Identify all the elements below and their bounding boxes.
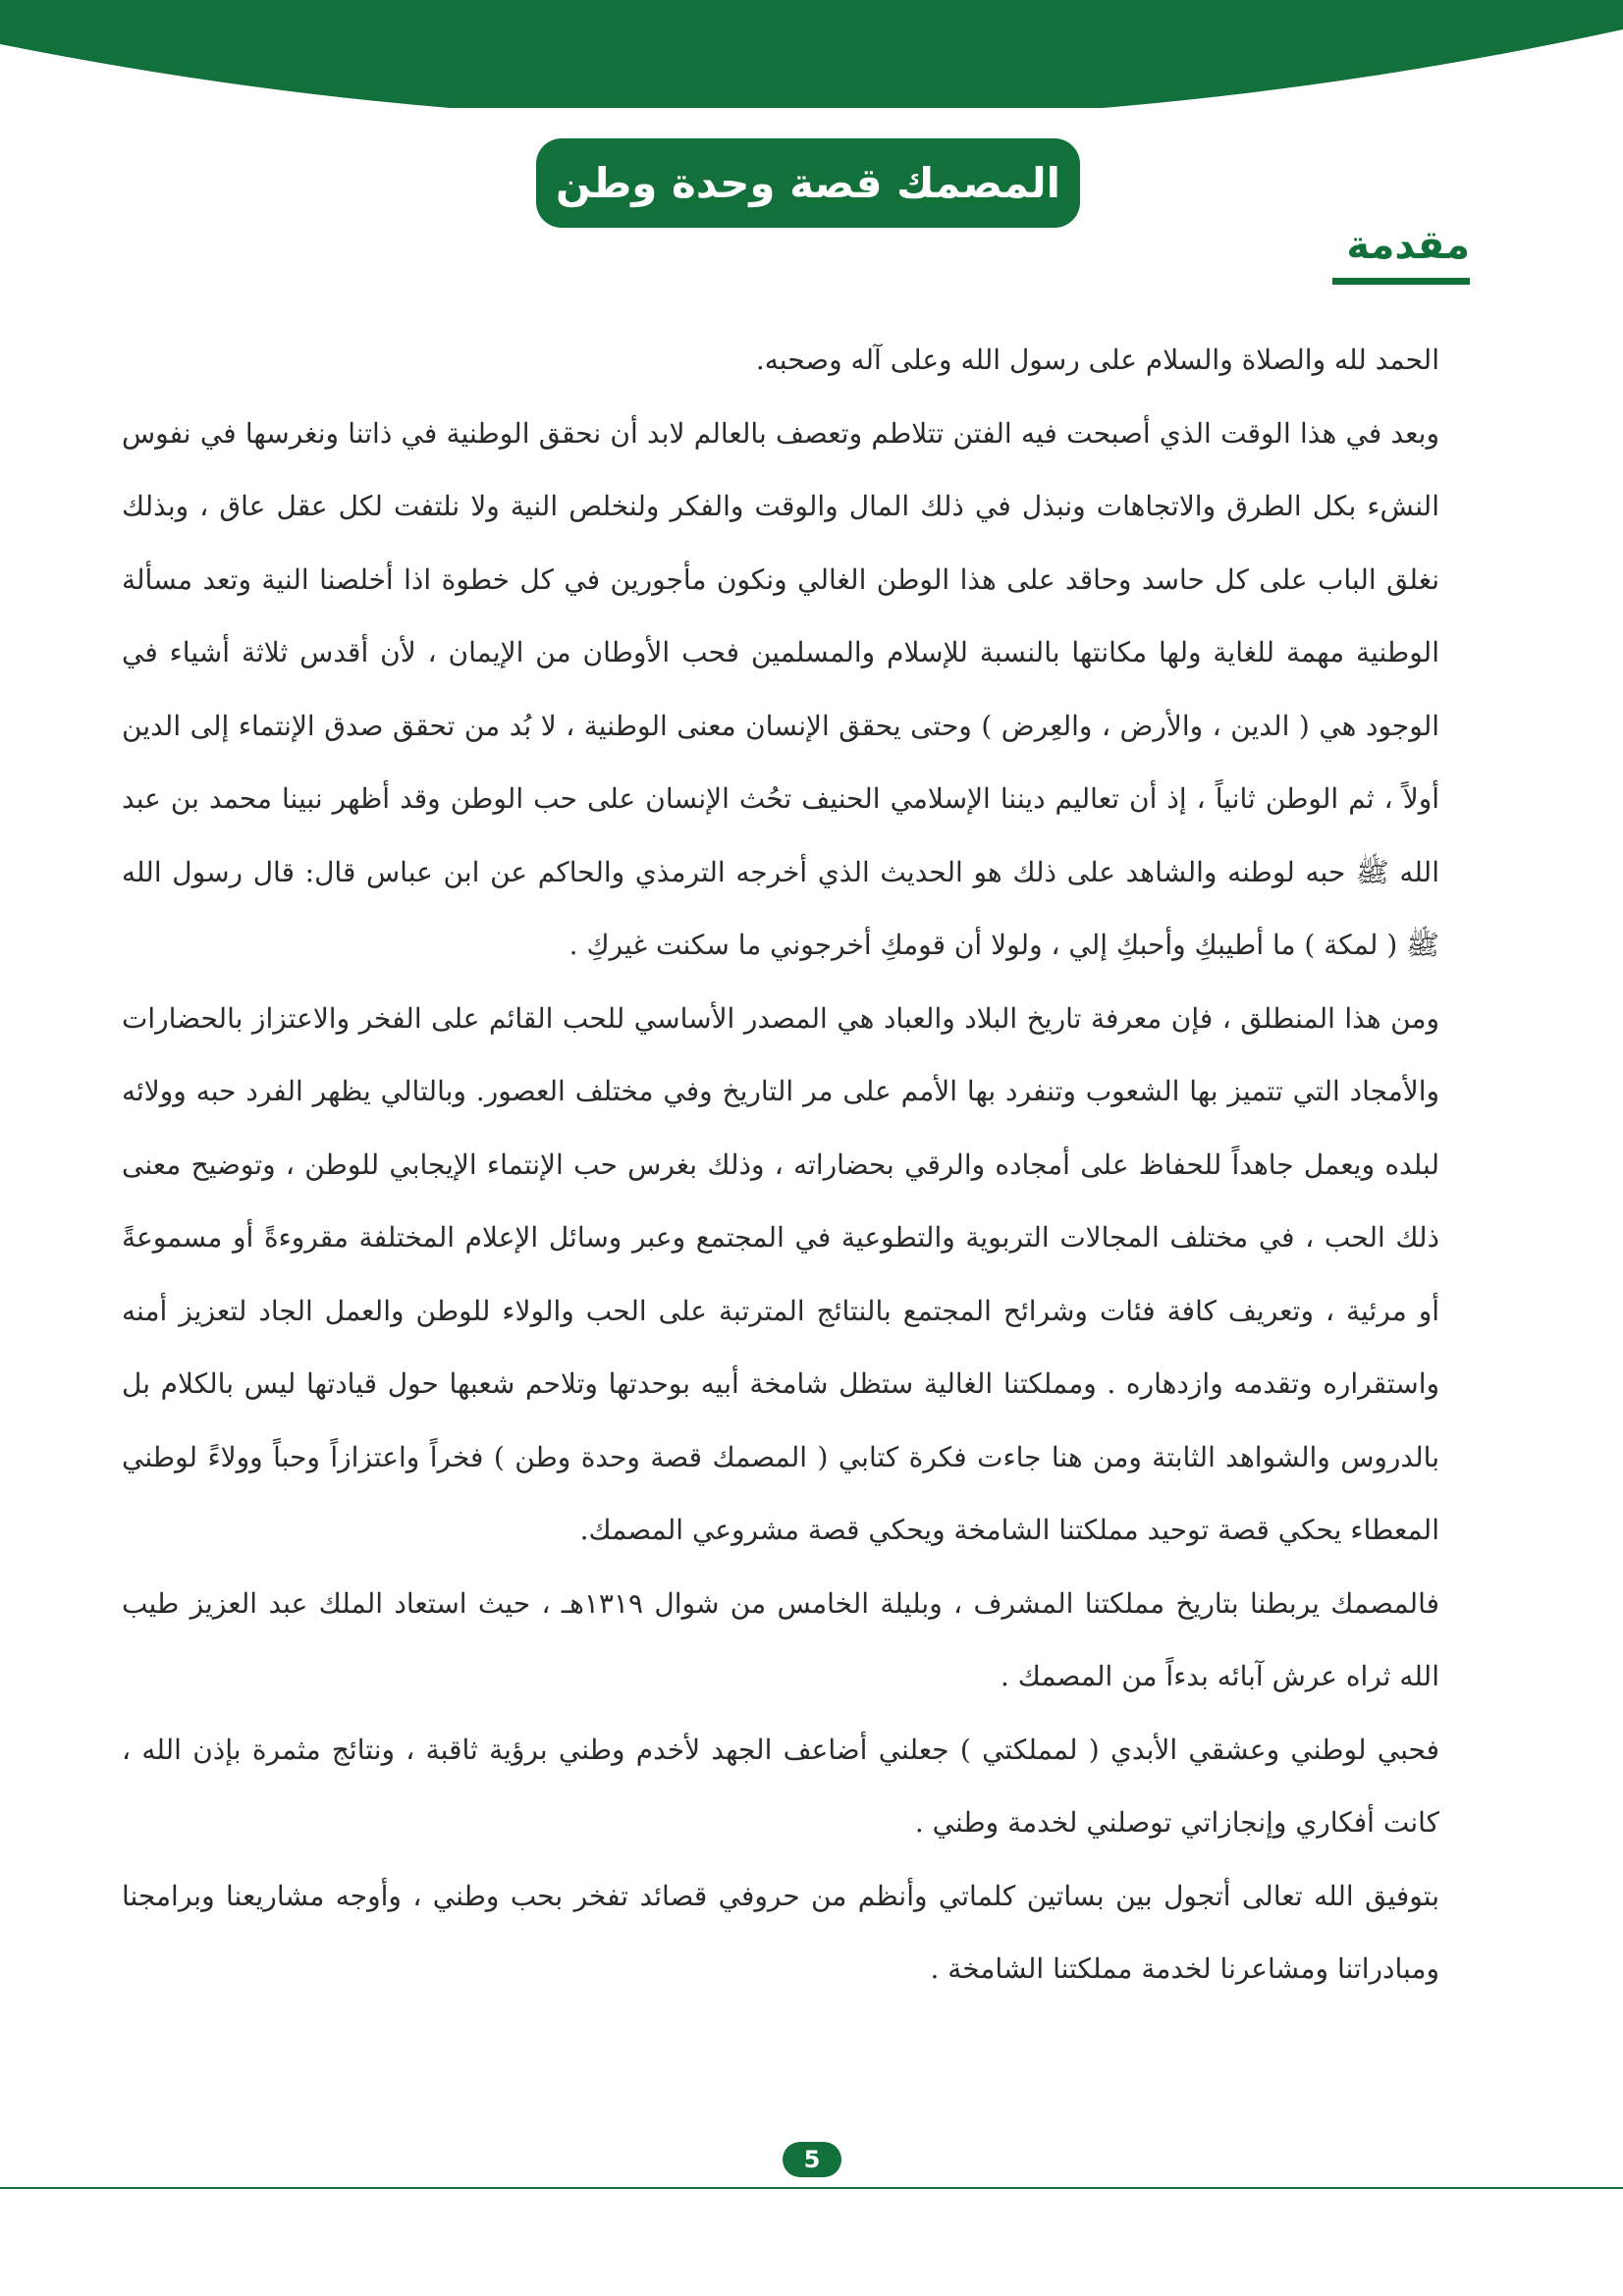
footer-divider — [0, 2187, 1623, 2189]
paragraph: ومن هذا المنطلق ، فإن معرفة تاريخ البلاد والعباد هي المصدر الأساسي للحب القائم على الفخر والاعتزاز بالحضارات والأمجاد التي تتميز بها الشعوب وتنفرد بها الأمم على مر التاريخ وفي مختلف العصور. وبالتالي يظهر الفرد حبه وولائه لبلده ويعمل جاهداً للحفاظ على أمجاده والرقي بحضاراته ، وذلك بغرس حب الإنتماء الإيجابي للوطن ، وتوضيح معنى ذلك الحب ، في مختلف المجالات التربوية والتطوعية في المجتمع وعبر وسائل الإعلام المختلفة مقروءةً أو مسموعةً أو مرئية ، وتعريف كافة فئات وشرائح المجتمع بالنتائج المترتبة على الحب والولاء للوطن والعمل الجاد لتعزيز أمنه واستقراره وتقدمه وازدهاره . ومملكتنا الغالية ستظل شامخة أبيه بوحدتها وتلاحم شعبها حول قيادتها ليس بالكلام بل بالدروس والشواهد الثابتة ومن هنا جاءت فكرة كتابي ( المصمك قصة وحدة وطن ) فخراً واعتزازاً وحباً وولاءً لوطني المعطاء يحكي قصة توحيد مملكتنا الشامخة ويحكي قصة مشروعي المصمك. — [122, 1001, 1439, 1546]
body-text — [122, 324, 1439, 2006]
section-heading: مقدمة — [1346, 223, 1470, 268]
paragraph: الحمد لله والصلاة والسلام على رسول الله وعلى آله وصحبه. — [755, 344, 1439, 376]
section-heading-underline — [1332, 278, 1470, 285]
paragraph: فحبي لوطني وعشقي الأبدي ( لمملكتي ) جعلني أضاعف الجهد لأخدم وطني برؤية ثاقبة ، ونتائج مثمرة بإذن الله ، كانت أفكاري وإنجازاتي توصلني لخدمة وطني . — [122, 1733, 1439, 1839]
header-arc — [0, 0, 1623, 108]
document-title — [536, 138, 1080, 228]
document-title-text: المصمك قصة وحدة وطن — [555, 159, 1061, 207]
paragraph: فالمصمك يربطنا بتاريخ مملكتنا المشرف ، وبليلة الخامس من شوال ١٣١٩هـ ، حيث استعاد الملك عبد العزيز طيب الله ثراه عرش آبائه بدءاً من المصمك . — [122, 1586, 1440, 1692]
paragraph: بتوفيق الله تعالى أتجول بين بساتين كلماتي وأنظم من حروفي قصائد تفخر بحب وطني ، وأوجه مشاريعنا وبرامجنا ومبادراتنا ومشاعرنا لخدمة مملكتنا الشامخة . — [122, 1879, 1439, 1985]
page-number: 5 — [783, 2142, 841, 2177]
paragraph: وبعد في هذا الوقت الذي أصبحت فيه الفتن تتلاطم وتعصف بالعالم لابد أن نحقق الوطنية في ذاتنا ونغرسها في نفوس النشء بكل الطرق والاتجاهات ونبذل في ذلك المال والوقت والفكر ولنخلص النية ولا نلتفت لكل عقل عاق ، وبذلك نغلق الباب على كل حاسد وحاقد على هذا الوطن الغالي ونكون مأجورين في كل خطوة اذا أخلصنا النية وتعد مسألة الوطنية مهمة للغاية ولها مكانتها بالنسبة للإسلام والمسلمين فحب الأوطان من الإيمان ، لأن أقدس ثلاثة أشياء في الوجود هي ( الدين ، والأرض ، والعِرض ) وحتى يحقق الإنسان معنى الوطنية ، لا بُد من تحقق صدق الإنتماء إلى الدين أولاً ، ثم الوطن ثانياً ، إذ أن تعاليم ديننا الإسلامي الحنيف تحُث الإنسان على حب الوطن وقد أظهر نبينا محمد بن عبد الله ﷺ حبه لوطنه والشاهد على ذلك هو الحديث الذي أخرجه الترمذي والحاكم عن ابن عباس قال: قال رسول الله ﷺ ( لمكة ) ما أطيبكِ وأحبكِ إلي ، ولولا أن قومكِ أخرجوني ما سكنت غيركِ . — [122, 416, 1439, 961]
